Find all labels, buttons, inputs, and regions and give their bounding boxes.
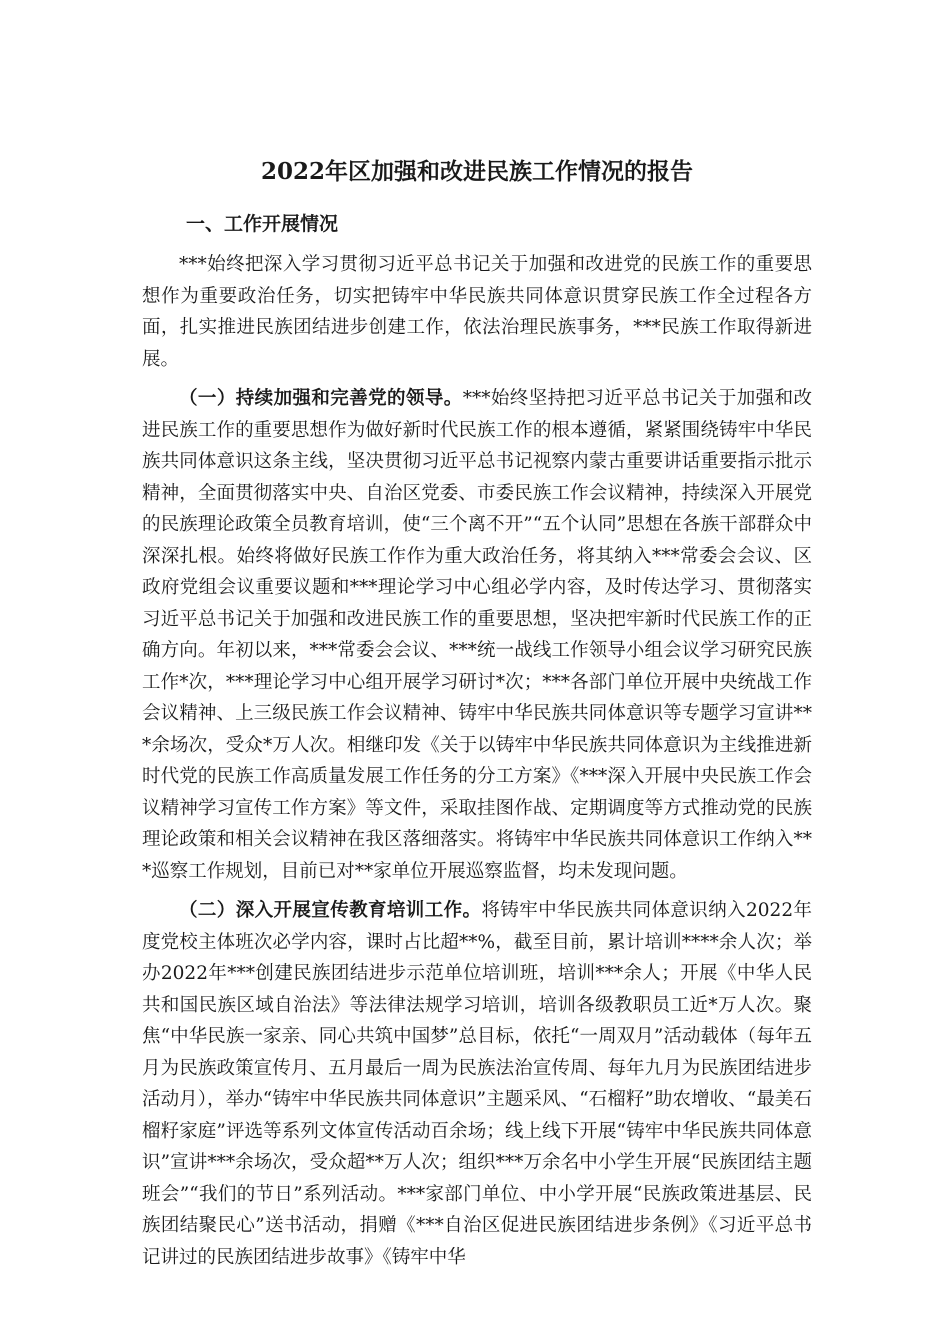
section-heading-work-progress: 一、工作开展情况 (186, 213, 339, 235)
paragraph-party-leadership (142, 383, 812, 887)
paragraph-lead-education-training: （二）深入开展宣传教育培训工作。 (179, 900, 482, 921)
document-body (142, 150, 812, 1281)
intro-paragraph: ***始终把深入学习贯彻习近平总书记关于加强和改进党的民族工作的重要思想作为重要政治任务，切实把铸牢中华民族共同体意识贯穿民族工作全过程各方面，扎实推进民族团结进步创建工作，依法治理民族事务，***民族工作取得新进展。 (142, 254, 812, 370)
paragraph-text-education-training: 将铸牢中华民族共同体意识纳入2022年度党校主体班次必学内容，课时占比超**%，截至目前，累计培训****余人次；举办2022年***创建民族团结进步示范单位培训班，培训***余人；开展《中华人民共和国民族区域自治法》等法律法规学习培训，培训各级教职员工近*万人次。聚焦“中华民族一家亲、同心共筑中国梦”总目标，依托“一周双月”活动载体（每年五月为民族政策宣传月、五月最后一周为民族法治宣传周、每年九月为民族团结进步活动月），举办“铸牢中华民族共同体意识”主题采风、“石榴籽”助农增收、“最美石榴籽家庭”评选等系列文体宣传活动百余场；线上线下开展“铸牢中华民族共同体意识”宣讲***余场次，受众超**万人次；组织***万余名中小学生开展“民族团结主题班会”“我们的节日”系列活动。***家部门单位、中小学开展“民族政策进基层、民族团结聚民心”送书活动，捐赠《***自治区促进民族团结进步条例》《习近平总书记讲过的民族团结进步故事》《铸牢中华 (142, 900, 812, 1268)
paragraph-lead-party-leadership: （一）持续加强和完善党的领导。 (179, 388, 463, 409)
paragraph-education-training (142, 895, 812, 1273)
paragraph-text-party-leadership: ***始终坚持把习近平总书记关于加强和改进民族工作的重要思想作为做好新时代民族工作的根本遵循，紧紧围绕铸牢中华民族共同体意识这条主线，坚决贯彻习近平总书记视察内蒙古重要讲话重要指示批示精神，全面贯彻落实中央、自治区党委、市委民族工作会议精神，持续深入开展党的民族理论政策全员教育培训，使“三个离不开”“五个认同”思想在各族干部群众中深深扎根。始终将做好民族工作作为重大政治任务，将其纳入***常委会会议、区政府党组会议重要议题和***理论学习中心组必学内容，及时传达学习、贯彻落实习近平总书记关于加强和改进民族工作的重要思想，坚决把牢新时代民族工作的正确方向。年初以来，***常委会会议、***统一战线工作领导小组会议学习研究民族工作*次，***理论学习中心组开展学习研讨*次；***各部门单位开展中央统战工作会议精神、上三级民族工作会议精神、铸牢中华民族共同体意识等专题学习宣讲***余场次，受众*万人次。相继印发《关于以铸牢中华民族共同体意识为主线推进新时代党的民族工作高质量发展工作任务的分工方案》《***深入开展中央民族工作会议精神学习宣传工作方案》等文件，采取挂图作战、定期调度等方式推动党的民族理论政策和相关会议精神在我区落细落实。将铸牢中华民族共同体意识工作纳入***巡察工作规划，目前已对**家单位开展巡察监督，均未发现问题。 (142, 388, 812, 882)
document-title: 2022年区加强和改进民族工作情况的报告 (260, 158, 693, 185)
